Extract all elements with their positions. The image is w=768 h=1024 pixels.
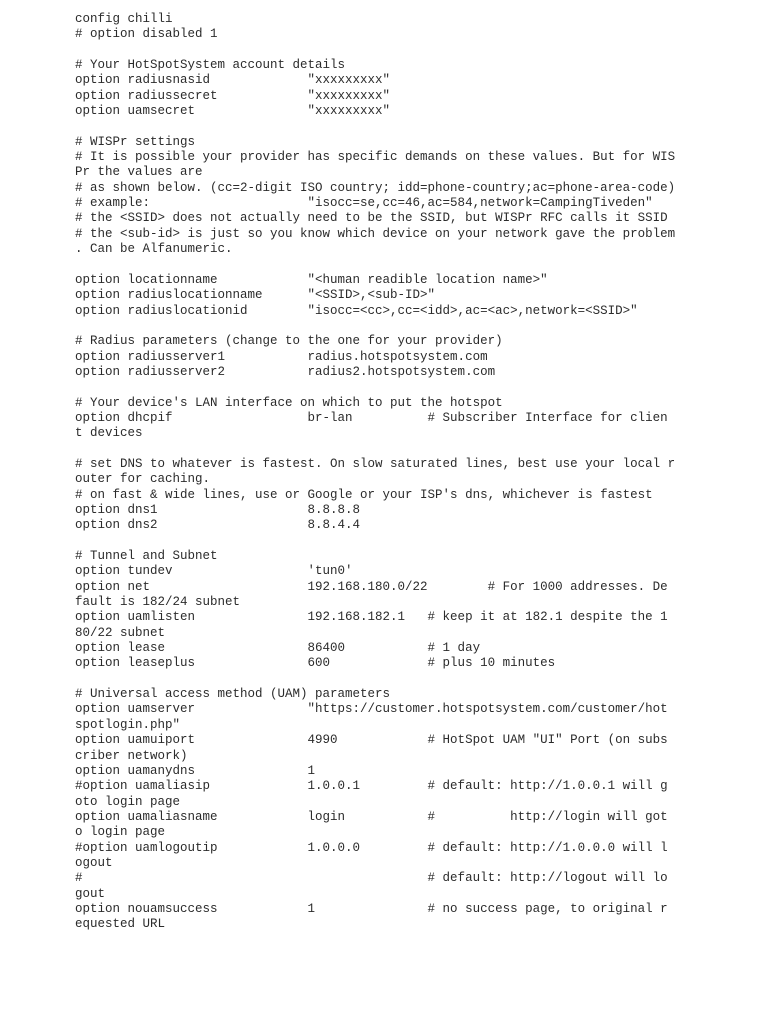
document-line: # the <SSID> does not actually need to be the SSID, but WISPr RFC calls it SSID [75, 211, 668, 226]
document-line: # set DNS to whatever is fastest. On slow saturated lines, best use your local r [75, 456, 676, 471]
document-line: option uamlisten 192.168.182.1 # keep it at 182.1 despite the 1 [75, 610, 668, 625]
document-line: option radiusnasid "xxxxxxxxx" [75, 73, 391, 88]
document-line: option leaseplus 600 # plus 10 minutes [75, 656, 556, 671]
document-line: ogout [75, 855, 113, 870]
document-line: #option uamlogoutip 1.0.0.0 # default: http://1.0.0.0 will l [75, 840, 668, 855]
document-line: # # default: http://logout will lo [75, 871, 668, 886]
document-line: option dhcpif br-lan # Subscriber Interface for clien [75, 410, 668, 425]
document-line: # It is possible your provider has specific demands on these values. But for WIS [75, 150, 676, 165]
document-line: # option disabled 1 [75, 27, 218, 42]
document-line: equested URL [75, 917, 166, 932]
document-line: # as shown below. (cc=2-digit ISO country; idd=phone-country;ac=phone-area-code) [75, 180, 676, 195]
blank-line [75, 672, 715, 687]
document-line: option radiusserver2 radius2.hotspotsystem.com [75, 364, 496, 379]
document-line: config chilli [75, 12, 173, 26]
document-line: option dns2 8.8.4.4 [75, 518, 361, 533]
document-line: # Your HotSpotSystem account details [75, 58, 346, 73]
document-line: option radiuslocationid "isocc=<cc>,cc=<idd>,ac=<ac>,network=<SSID>" [75, 303, 638, 318]
blank-line [75, 380, 715, 395]
document-line: . Can be Alfanumeric. [75, 242, 233, 257]
document-line: option uamuiport 4990 # HotSpot UAM "UI" Port (on subs [75, 733, 668, 748]
blank-line [75, 442, 715, 457]
document-line: # example: "isocc=se,cc=46,ac=584,network=CampingTiveden" [75, 196, 653, 211]
blank-line [75, 258, 715, 273]
document-line: option dns1 8.8.8.8 [75, 503, 361, 517]
document-line: option radiusserver1 radius.hotspotsystem.com [75, 349, 488, 364]
document-line: Pr the values are [75, 165, 203, 180]
document-line: oto login page [75, 794, 181, 809]
document-line: # on fast & wide lines, use or Google or your ISP's dns, whichever is fastest [75, 487, 653, 502]
document-line: # the <sub-id> is just so you know which device on your network gave the problem [75, 226, 676, 241]
document-line: option radiuslocationname "<SSID>,<sub-ID>" [75, 288, 436, 303]
document-line: # Your device's LAN interface on which to put the hotspot [75, 395, 503, 410]
blank-line [75, 119, 715, 134]
document-line: option uamserver "https://customer.hotspotsystem.com/customer/hot [75, 702, 668, 717]
document-line: t devices [75, 426, 143, 441]
document-line: 80/22 subnet [75, 625, 166, 640]
config-text-document [75, 12, 715, 933]
document-line: fault is 182/24 subnet [75, 595, 241, 610]
document-line: # Radius parameters (change to the one for your provider) [75, 334, 503, 349]
blank-line [75, 43, 715, 58]
document-line: o login page [75, 825, 166, 840]
blank-line [75, 319, 715, 334]
document-line: # Tunnel and Subnet [75, 549, 218, 564]
document-line: option uamanydns 1 [75, 763, 316, 778]
document-line: outer for caching. [75, 472, 211, 487]
document-line: gout [75, 886, 106, 901]
document-line: option radiussecret "xxxxxxxxx" [75, 88, 391, 103]
document-line: # WISPr settings [75, 134, 196, 149]
document-line: criber network) [75, 748, 188, 763]
document-line: option lease 86400 # 1 day [75, 641, 481, 656]
document-line: #option uamaliasip 1.0.0.1 # default: http://1.0.0.1 will g [75, 779, 668, 794]
document-line: option uamaliasname login # http://login will got [75, 809, 668, 824]
document-line: option locationname "<human readible location name>" [75, 272, 548, 287]
document-line: option nouamsuccess 1 # no success page, to original r [75, 901, 668, 916]
document-line: option uamsecret "xxxxxxxxx" [75, 104, 391, 119]
blank-line [75, 534, 715, 549]
document-line: spotlogin.php" [75, 717, 181, 732]
document-line: # Universal access method (UAM) parameters [75, 687, 391, 702]
document-line: option net 192.168.180.0/22 # For 1000 addresses. De [75, 579, 668, 594]
document-line: option tundev 'tun0' [75, 564, 353, 579]
